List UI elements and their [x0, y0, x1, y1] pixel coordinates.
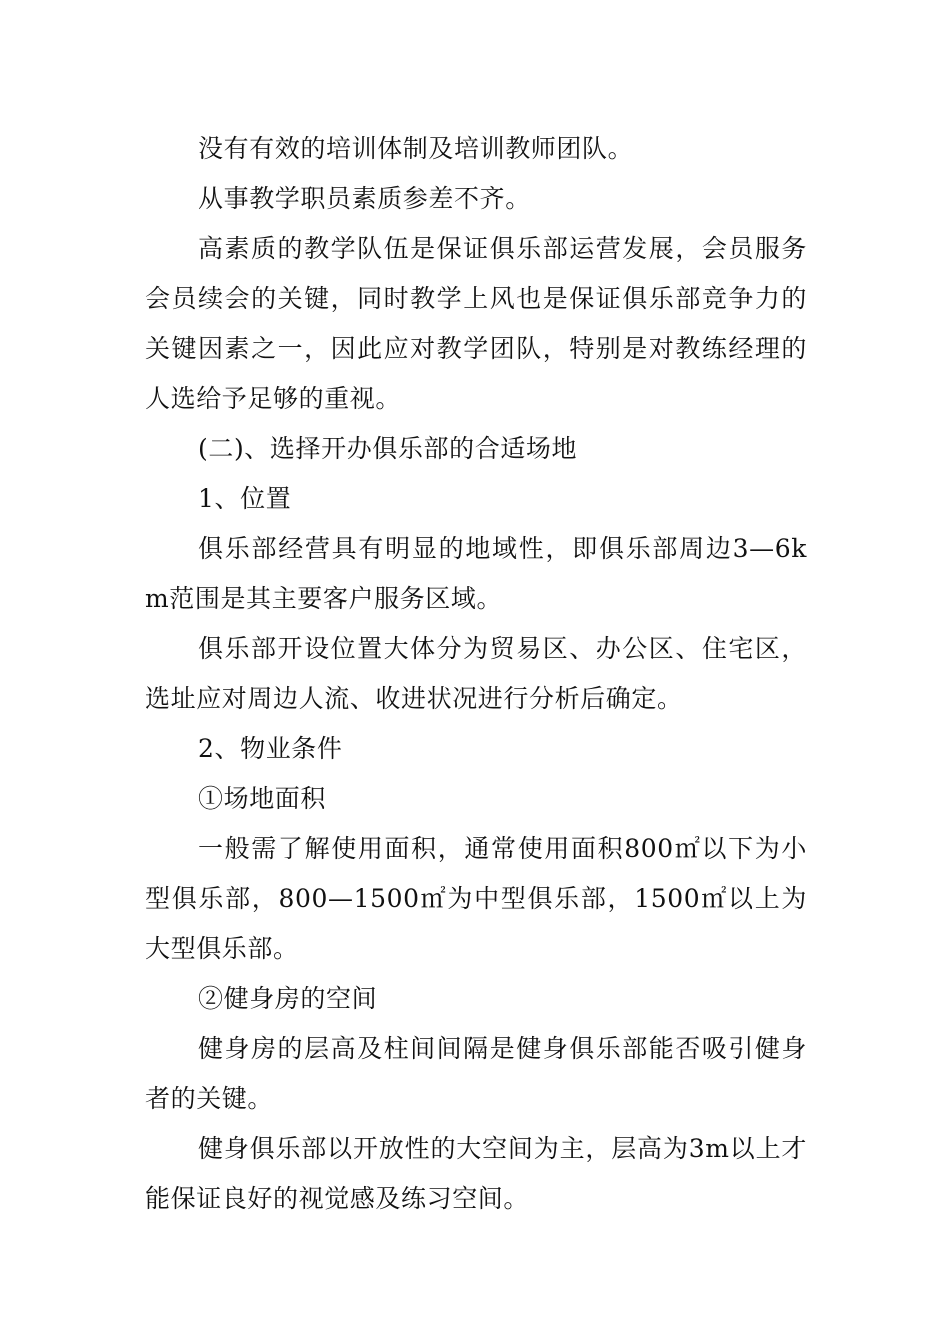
- paragraph-area-classification: 一般需了解使用面积，通常使用面积800㎡以下为小型俱乐部，800—1500㎡为中型俱乐部，1500㎡以上为大型俱乐部。: [145, 834, 807, 963]
- paragraph-open-space: 健身俱乐部以开放性的大空间为主，层高为3m以上才能保证良好的视觉感及练习空间。: [145, 1134, 807, 1213]
- paragraph-no-training-system: 没有有效的培训体制及培训教师团队。: [198, 134, 634, 163]
- section-heading-site: (二)、选择开办俱乐部的合适场地: [198, 434, 578, 463]
- paragraph-service-area: 俱乐部经营具有明显的地域性，即俱乐部周边3—6km范围是其主要客户服务区域。: [145, 534, 807, 613]
- paragraph-floor-height-key: 健身房的层高及柱间间隔是健身俱乐部能否吸引健身者的关键。: [145, 1034, 807, 1113]
- subheading-gym-space: ②健身房的空间: [198, 984, 378, 1013]
- document-body: [145, 124, 807, 1224]
- subheading-location: 1、位置: [198, 484, 292, 513]
- subheading-site-area: ①场地面积: [198, 784, 327, 813]
- subheading-property-conditions: 2、物业条件: [198, 734, 343, 763]
- paragraph-site-selection: 俱乐部开设位置大体分为贸易区、办公区、住宅区，选址应对周边人流、收进状况进行分析后确定。: [145, 634, 807, 713]
- paragraph-teaching-team: 高素质的教学队伍是保证俱乐部运营发展，会员服务会员续会的关键，同时教学上风也是保证俱乐部竞争力的关键因素之一，因此应对教学团队，特别是对教练经理的人选给予足够的重视。: [145, 234, 807, 413]
- paragraph-staff-quality: 从事教学职员素质参差不齐。: [198, 184, 531, 213]
